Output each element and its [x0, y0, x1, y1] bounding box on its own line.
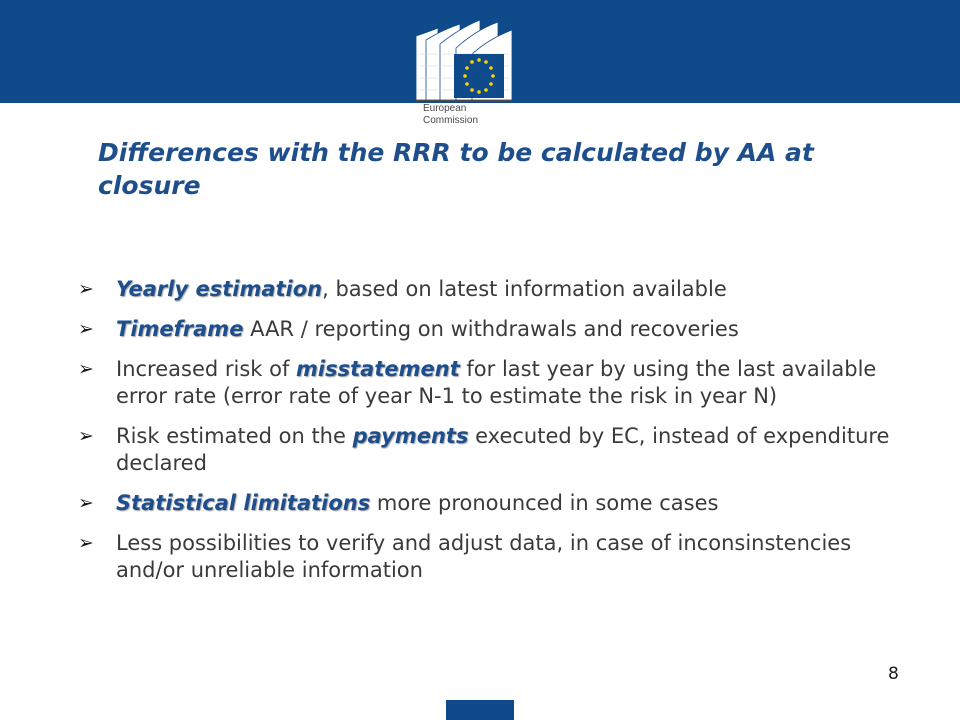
bullet-item: ➢ Less possibilities to verify and adjust data, in case of inconsinstencies and/or unreliable information — [78, 531, 852, 582]
arrow-bullet-icon: ➢ — [78, 318, 94, 340]
slide-title: Differences with the RRR to be calculated by AA at closure — [98, 138, 814, 200]
bullet-item: ➢ Increased risk of misstatement for last year by using the last available error rate (error rate of year N-1 to estimate the risk in year N) — [78, 357, 877, 408]
bullet-item: ➢ Statistical limitations more pronounced in some cases — [78, 491, 719, 515]
arrow-bullet-icon: ➢ — [78, 358, 94, 380]
bullet-item: ➢ Timeframe AAR / reporting on withdrawals and recoveries — [78, 317, 739, 341]
logo-line-1: European — [423, 103, 467, 114]
bullet-item: ➢ Yearly estimation, based on latest information available — [78, 277, 727, 301]
footer-block — [446, 700, 514, 720]
logo-line-2: Commission — [423, 115, 479, 126]
bullet-item: ➢ Risk estimated on the payments executed by EC, instead of expenditure declared — [78, 424, 890, 475]
arrow-bullet-icon: ➢ — [78, 532, 94, 554]
arrow-bullet-icon: ➢ — [78, 278, 94, 300]
arrow-bullet-icon: ➢ — [78, 425, 94, 447]
arrow-bullet-icon: ➢ — [78, 492, 94, 514]
logo-caption — [423, 103, 519, 127]
bullet-list — [78, 276, 908, 584]
page-number: 8 — [888, 664, 899, 684]
